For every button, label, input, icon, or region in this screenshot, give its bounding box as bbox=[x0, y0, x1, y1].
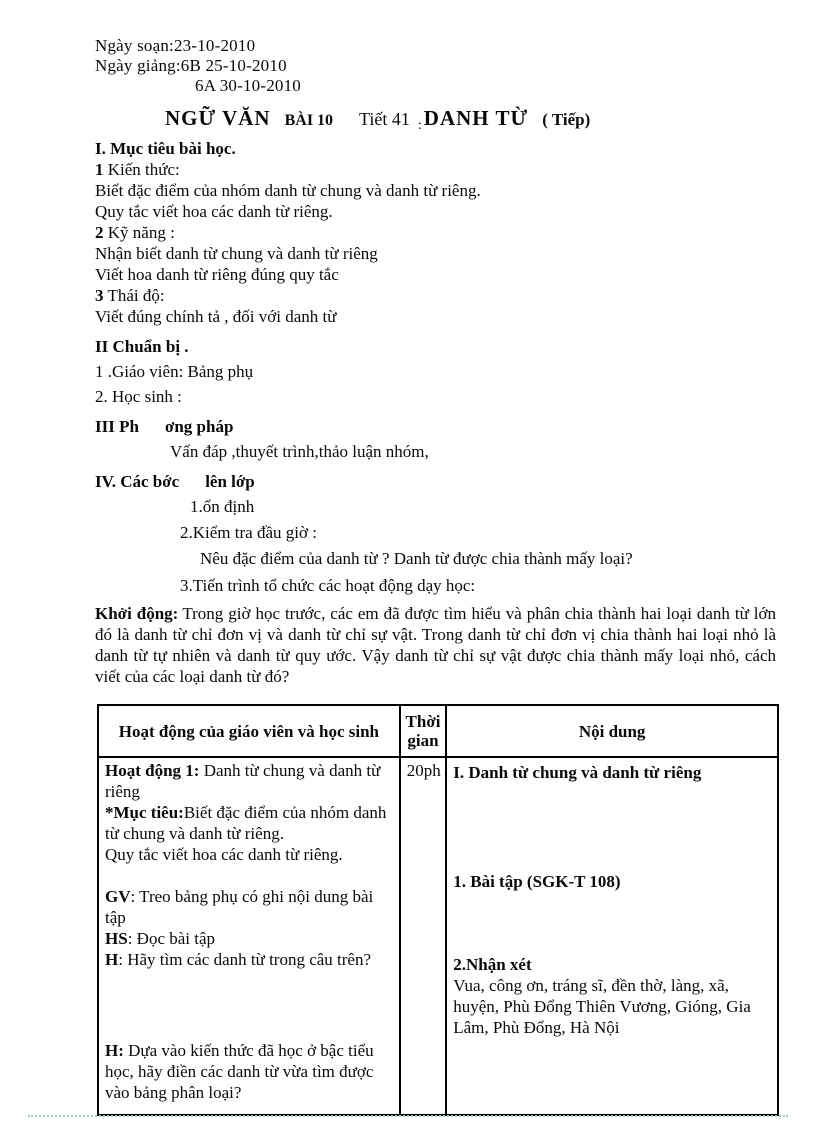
section-preparation bbox=[95, 337, 776, 407]
knowledge-line-2: Quy tắc viết hoa các danh từ riêng. bbox=[95, 202, 333, 221]
note-heading: 2.Nhận xét bbox=[453, 955, 532, 974]
table-header-row bbox=[98, 705, 778, 757]
knowledge-label bbox=[95, 160, 776, 180]
check-question: Nêu đặc điểm của danh từ ? Danh từ được chia thành mấy loại? bbox=[200, 549, 633, 568]
section-method-heading bbox=[95, 417, 776, 437]
skill-line-2: Viết hoa danh từ riêng đúng quy tắc bbox=[95, 265, 339, 284]
lesson-plan-table bbox=[97, 704, 779, 1116]
content-cell bbox=[446, 757, 778, 1115]
activity-goal bbox=[105, 802, 393, 844]
gv-label: GV bbox=[105, 887, 131, 906]
title-subject: NGỮ VĂN bbox=[165, 106, 271, 130]
table-row bbox=[98, 757, 778, 1115]
teacher-action bbox=[105, 886, 393, 928]
question-1 bbox=[105, 949, 393, 970]
skill-label bbox=[95, 223, 776, 243]
attitude-label bbox=[95, 286, 776, 306]
warmup-paragraph bbox=[95, 603, 776, 687]
goal-label: *Mục tiêu: bbox=[105, 803, 184, 822]
goal-text: Biết đặc điểm của nhóm danh từ chung và danh từ riêng. bbox=[105, 803, 387, 843]
skill-number: 2 bbox=[95, 223, 104, 242]
section-steps-heading bbox=[95, 472, 776, 492]
exercise-reference: 1. Bài tập (SGK-T 108) bbox=[453, 872, 621, 891]
header-time-column: Thời gian bbox=[400, 705, 447, 757]
question-1-label: H bbox=[105, 950, 119, 969]
section-objectives bbox=[95, 139, 776, 327]
question-2 bbox=[105, 1040, 393, 1103]
goal-text-2: Quy tắc viết hoa các danh từ riêng. bbox=[105, 845, 343, 864]
title-period: Tiết 41 bbox=[359, 109, 410, 129]
hs-text: : Đọc bài tập bbox=[127, 929, 216, 948]
steps-heading-part2: lên lớp bbox=[205, 472, 255, 491]
date-taught-6a: 6A 30-10-2010 bbox=[195, 76, 302, 95]
header-activity-column: Hoạt động của giáo viên và học sinh bbox=[98, 705, 400, 757]
knowledge-line-1: Biết đặc điểm của nhóm danh từ chung và danh từ riêng. bbox=[95, 181, 481, 200]
section-objectives-heading: I. Mục tiêu bài học. bbox=[95, 139, 236, 158]
method-list: Vấn đáp ,thuyết trình,thảo luận nhóm, bbox=[170, 442, 429, 461]
skill-line-1: Nhận biết danh từ chung và danh từ riêng bbox=[95, 244, 378, 263]
question-1-text: : Hãy tìm các danh từ trong câu trên? bbox=[118, 950, 372, 969]
question-2-label: H: bbox=[105, 1041, 124, 1060]
skill-label-text: Kỹ năng : bbox=[107, 223, 175, 242]
section-steps bbox=[95, 472, 776, 596]
attitude-line: Viết đúng chính tả , đối với danh từ bbox=[95, 307, 337, 326]
preparation-teacher: 1 .Giáo viên: Bảng phụ bbox=[95, 362, 254, 381]
date-composed: Ngày soạn:23-10-2010 bbox=[95, 36, 256, 55]
activity-1-title bbox=[105, 760, 393, 802]
steps-heading-part1: IV. Các bớc bbox=[95, 472, 180, 491]
warmup-text: Trong giờ học trước, các em đã được tìm hiểu và phân chia thành hai loại danh từ lớn đó là danh từ chỉ đơn vị và danh từ chỉ sự vật. Trong danh từ chỉ đơn vị chia thành hai loại nhỏ là danh từ tự nhiên và danh từ quy ước. Vậy danh từ chỉ sự vật được chia thành mấy loại nhỏ, cách viết của các loại danh từ đó? bbox=[95, 604, 777, 686]
warmup-label: Khởi động: bbox=[95, 604, 179, 623]
title-topic: DANH TỪ bbox=[423, 106, 529, 130]
preparation-student: 2. Học sinh : bbox=[95, 387, 182, 406]
attitude-number: 3 bbox=[95, 286, 104, 305]
knowledge-number: 1 bbox=[95, 160, 104, 179]
student-action bbox=[105, 928, 393, 949]
activity-cell bbox=[98, 757, 400, 1115]
activity-1-text: Danh từ chung và danh từ riêng bbox=[105, 761, 381, 801]
hs-label: HS bbox=[105, 929, 128, 948]
content-heading: I. Danh từ chung và danh từ riêng bbox=[453, 763, 702, 782]
gv-text: : Treo bảng phụ có ghi nội dung bài tập bbox=[105, 887, 374, 927]
title-colon: : bbox=[417, 118, 422, 133]
knowledge-label-text: Kiến thức: bbox=[107, 160, 180, 179]
title-lesson: BÀI 10 bbox=[284, 112, 334, 129]
header-content-column: Nội dung bbox=[446, 705, 778, 757]
date-block bbox=[95, 36, 776, 96]
title-suffix: ( Tiếp) bbox=[542, 110, 591, 129]
step-proceed: 3.Tiến trình tổ chức các hoạt động dạy học: bbox=[180, 576, 476, 595]
question-2-text: Dựa vào kiến thức đã học ở bậc tiểu học, hãy điền các danh từ vừa tìm được vào bảng phân loại? bbox=[105, 1041, 374, 1102]
attitude-label-text: Thái độ: bbox=[107, 286, 165, 305]
time-cell: 20ph bbox=[400, 757, 447, 1115]
activity-1-label: Hoạt động 1: bbox=[105, 761, 200, 780]
section-method bbox=[95, 417, 776, 462]
step-check: 2.Kiểm tra đầu giờ : bbox=[180, 523, 317, 542]
page-bottom-dotted-line bbox=[28, 1115, 788, 1117]
date-taught-6b: Ngày giảng:6B 25-10-2010 bbox=[95, 56, 287, 75]
lesson-title bbox=[95, 108, 776, 138]
method-heading-part2: ơng pháp bbox=[164, 417, 234, 436]
section-preparation-heading: II Chuẩn bị . bbox=[95, 337, 189, 356]
note-text: Vua, công ơn, tráng sĩ, đền thờ, làng, xã, huyện, Phù Đổng Thiên Vương, Gióng, Gia Lâm, Phù Đổng, Hà Nội bbox=[453, 976, 751, 1037]
method-heading-part1: III Ph bbox=[95, 417, 139, 436]
step-stabilize: 1.ổn định bbox=[190, 497, 255, 516]
